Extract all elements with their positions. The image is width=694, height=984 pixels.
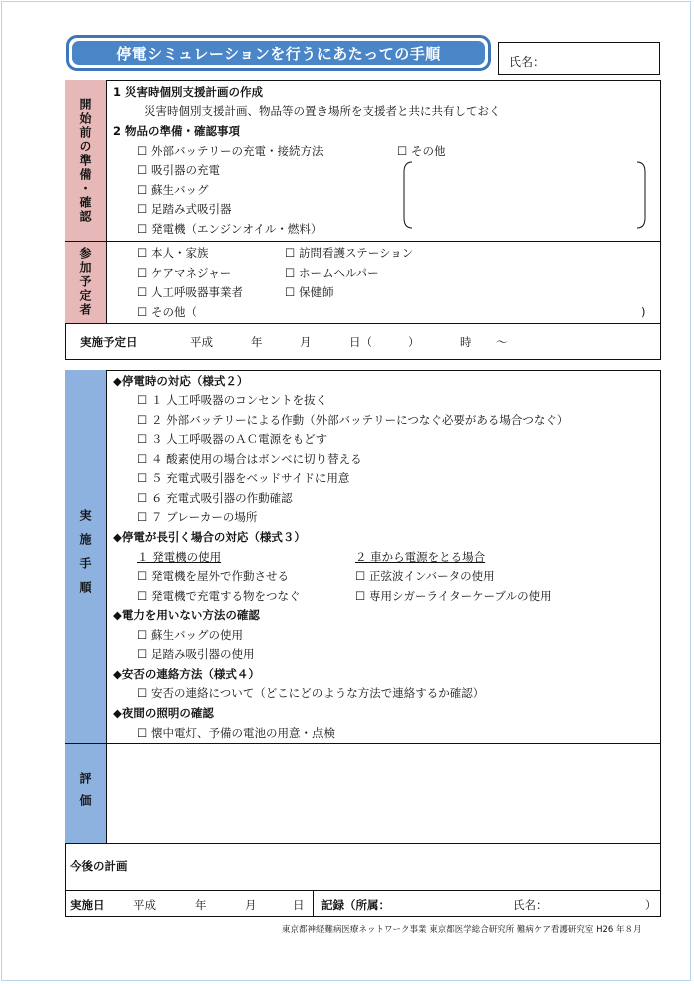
record-affiliation-label: 記録（所属：: [321, 898, 390, 912]
generator-subheading: １ 発電機の使用: [137, 550, 222, 564]
step-3[interactable]: ☐ ３ 人工呼吸器のＡＣ電源をもどす: [137, 432, 328, 446]
check-generator[interactable]: ☐ 発電機（エンジンオイル・燃料）: [137, 222, 323, 236]
divider: [65, 241, 661, 242]
schedule-tilde: ～: [496, 335, 508, 349]
footer-credit: 東京都神経難病医療ネットワーク事業 東京都医学総合研究所 難病ケア看護研究室 H26 年８月: [282, 925, 642, 935]
record-month: 月: [245, 898, 257, 912]
record-day: 日: [293, 898, 305, 912]
schedule-era: 平成: [190, 335, 213, 349]
check-other[interactable]: ☐ その他: [397, 144, 446, 158]
procedure-side-label: 実施手順: [65, 370, 107, 744]
participant-family[interactable]: ☐ 本人・家族: [137, 246, 209, 260]
divider: [65, 843, 661, 844]
participant-public-health-nurse[interactable]: ☐ 保健師: [285, 285, 334, 299]
check-suction-charge[interactable]: ☐ 吸引器の充電: [137, 163, 220, 177]
future-plan-label: 今後の計画: [70, 859, 128, 873]
page-title: 停電シミュレーションを行うにあたっての手順: [72, 41, 485, 65]
page-title-box: [66, 35, 491, 71]
divider: [65, 323, 661, 324]
prolonged-heading: ◆停電が長引く場合の対応（様式３）: [113, 530, 306, 544]
record-name-label: 氏名：: [513, 898, 548, 912]
non-power-heading: ◆電力を用いない方法の確認: [113, 608, 260, 622]
flashlight-check[interactable]: ☐ 懐中電灯、予備の電池の用意・点検: [137, 726, 335, 740]
participant-caremanager[interactable]: ☐ ケアマネジャー: [137, 266, 232, 280]
resuscitation-bag-use[interactable]: ☐ 蘇生バッグの使用: [137, 628, 243, 642]
participants-side-label: 参加予定者: [65, 241, 107, 323]
generator-connect[interactable]: ☐ 発電機で充電する物をつなぐ: [137, 589, 301, 603]
step-6[interactable]: ☐ ６ 充電式吸引器の作動確認: [137, 491, 293, 505]
divider: [313, 890, 314, 917]
item1-text: 災害時個別支援計画、物品等の置き場所を支援者と共に共有しておく: [144, 104, 501, 118]
divider: [65, 743, 661, 744]
other-bracket: [402, 160, 647, 230]
step-5[interactable]: ☐ ５ 充電式吸引器をベッドサイドに用意: [137, 471, 350, 485]
evaluation-side-label: 評価: [65, 744, 107, 843]
check-external-battery[interactable]: ☐ 外部バッテリーの充電・接続方法: [137, 144, 324, 158]
record-era: 平成: [133, 898, 156, 912]
record-year: 年: [195, 898, 207, 912]
item2-heading: 2 物品の準備・確認事項: [113, 124, 241, 138]
inverter-use[interactable]: ☐ 正弦波インバータの使用: [355, 569, 495, 583]
schedule-hour: 時: [460, 335, 472, 349]
safety-contact-heading: ◆安否の連絡方法（様式４）: [113, 667, 260, 681]
foot-suction-use[interactable]: ☐ 足踏み吸引器の使用: [137, 647, 255, 661]
participant-other-close: ): [641, 305, 646, 319]
divider: [65, 890, 661, 891]
schedule-year: 年: [251, 335, 263, 349]
step-1[interactable]: ☐ １ 人工呼吸器のコンセントを抜く: [137, 393, 328, 407]
record-date-label: 実施日: [70, 898, 105, 912]
schedule-label: 実施予定日: [80, 335, 138, 349]
schedule-paren: ）: [408, 335, 420, 349]
check-resuscitation-bag[interactable]: ☐ 蘇生バッグ: [137, 183, 209, 197]
outage-heading: ◆停電時の対応（様式２）: [113, 374, 249, 388]
cigarette-cable-use[interactable]: ☐ 専用シガーライターケーブルの使用: [355, 589, 552, 603]
preparation-side-label: 開始前の準備・確認: [65, 80, 107, 241]
safety-contact-check[interactable]: ☐ 安否の連絡について（どこにどのような方法で連絡するか確認）: [137, 686, 485, 700]
participant-other[interactable]: ☐ その他（: [137, 305, 197, 319]
item1-heading: 1 災害時個別支援計画の作成: [113, 85, 264, 99]
step-2[interactable]: ☐ ２ 外部バッテリーによる作動（外部バッテリーにつなぐ必要がある場合つなぐ）: [137, 413, 569, 427]
night-light-heading: ◆夜間の照明の確認: [113, 706, 214, 720]
name-field[interactable]: 氏名：: [498, 42, 660, 75]
participant-ventilator-vendor[interactable]: ☐ 人工呼吸器事業者: [137, 285, 243, 299]
schedule-day: 日（: [349, 335, 372, 349]
record-close: ）: [645, 898, 657, 912]
step-7[interactable]: ☐ ７ ブレーカーの場所: [137, 510, 258, 524]
step-4[interactable]: ☐ ４ 酸素使用の場合はボンベに切り替える: [137, 452, 362, 466]
generator-outdoor[interactable]: ☐ 発電機を屋外で作動させる: [137, 569, 289, 583]
schedule-month: 月: [300, 335, 312, 349]
check-foot-suction[interactable]: ☐ 足踏み式吸引器: [137, 202, 232, 216]
car-power-subheading: ２ 車から電源をとる場合: [355, 550, 486, 564]
participant-home-helper[interactable]: ☐ ホームヘルパー: [285, 266, 379, 280]
participant-visiting-nurse[interactable]: ☐ 訪問看護ステーション: [285, 246, 414, 260]
